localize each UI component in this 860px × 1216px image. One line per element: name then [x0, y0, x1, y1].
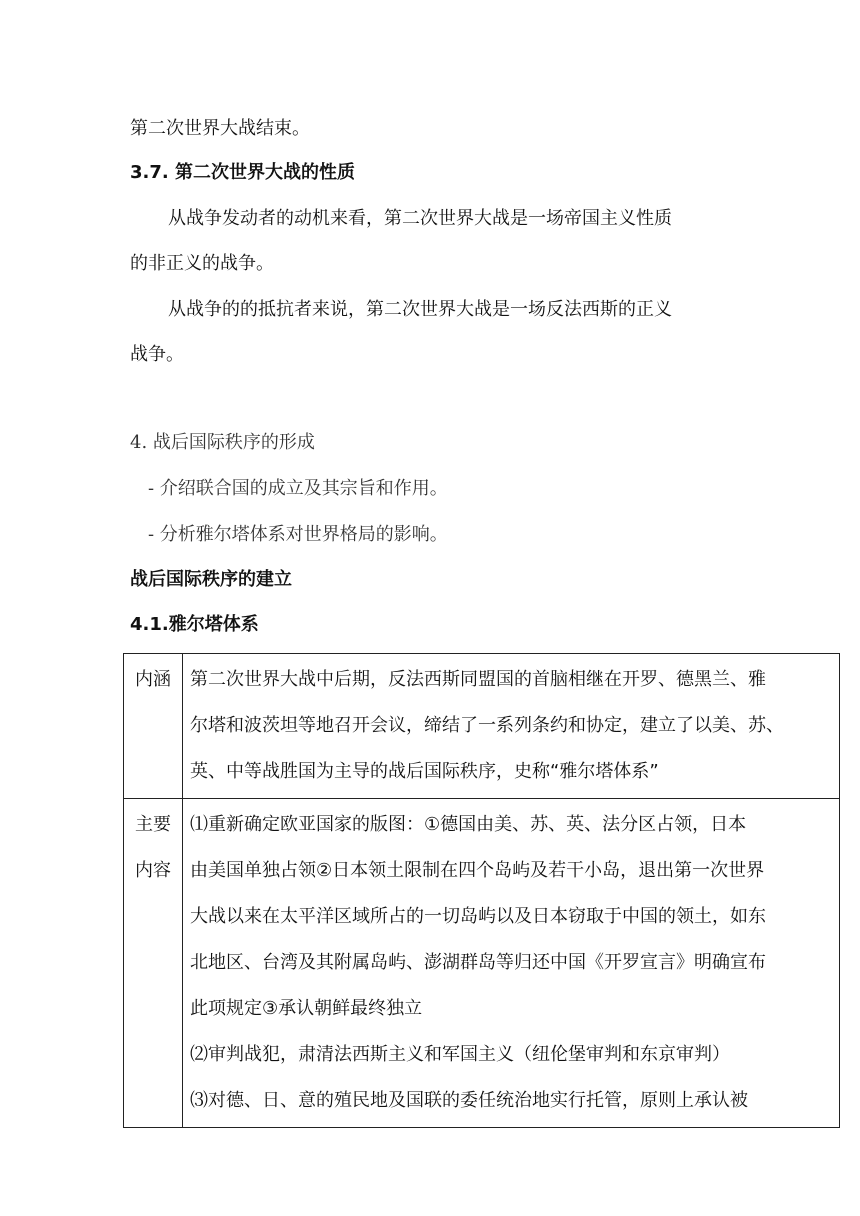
section-heading-3-7: 3.7. 第二次世界大战的性质 [130, 162, 355, 183]
list-item: - 分析雅尔塔体系对世界格局的影响。 [148, 524, 448, 545]
heading-postwar-order: 战后国际秩序的建立 [130, 569, 292, 590]
cell-line: 此项规定③承认朝鲜最终独立 [190, 998, 423, 1019]
cell-line: 由美国单独占领②日本领土限制在四个岛屿及若干小岛，退出第一次世界 [190, 860, 765, 881]
cell-line: ⑵审判战犯，肃清法西斯主义和军国主义（纽伦堡审判和东京审判） [190, 1044, 730, 1065]
cell-line: 英、中等战胜国为主导的战后国际秩序，史称“雅尔塔体系” [190, 761, 659, 782]
list-item: - 介绍联合国的成立及其宗旨和作用。 [148, 478, 448, 499]
table-cell [183, 799, 840, 1128]
section-heading-4-1: 4.1.雅尔塔体系 [130, 614, 259, 635]
cell-line: 大战以来在太平洋区域所占的一切岛屿以及日本窃取于中国的领土，如东 [190, 906, 766, 927]
text-line: 第二次世界大战结束。 [130, 118, 310, 139]
row-label: 内容 [135, 860, 171, 881]
section-4-title: 4. 战后国际秩序的形成 [130, 432, 315, 453]
cell-line: 北地区、台湾及其附属岛屿、澎湖群岛等归还中国《开罗宣言》明确宣布 [190, 952, 766, 973]
paragraph-line: 从战争的的抵抗者来说，第二次世界大战是一场反法西斯的正义 [168, 299, 672, 320]
cell-line: 第二次世界大战中后期，反法西斯同盟国的首脑相继在开罗、德黑兰、雅 [190, 669, 766, 690]
table-row [124, 654, 840, 799]
cell-line: ⑶对德、日、意的殖民地及国联的委任统治地实行托管，原则上承认被 [190, 1090, 748, 1111]
row-label: 内涵 [135, 669, 171, 690]
cell-line: 尔塔和波茨坦等地召开会议，缔结了一系列条约和协定，建立了以美、苏、 [190, 715, 784, 736]
table-row [124, 799, 840, 1128]
table-cell [183, 654, 840, 799]
row-label: 主要 [135, 814, 171, 835]
table-header-cell [124, 799, 183, 1128]
cell-line: ⑴重新确定欧亚国家的版图：①德国由美、苏、英、法分区占领，日本 [190, 814, 747, 835]
yalta-system-table [123, 653, 840, 1128]
paragraph-line: 战争。 [130, 344, 184, 365]
paragraph-line: 从战争发动者的动机来看，第二次世界大战是一场帝国主义性质 [168, 208, 672, 229]
paragraph-line: 的非正义的战争。 [130, 253, 274, 274]
table-header-cell [124, 654, 183, 799]
